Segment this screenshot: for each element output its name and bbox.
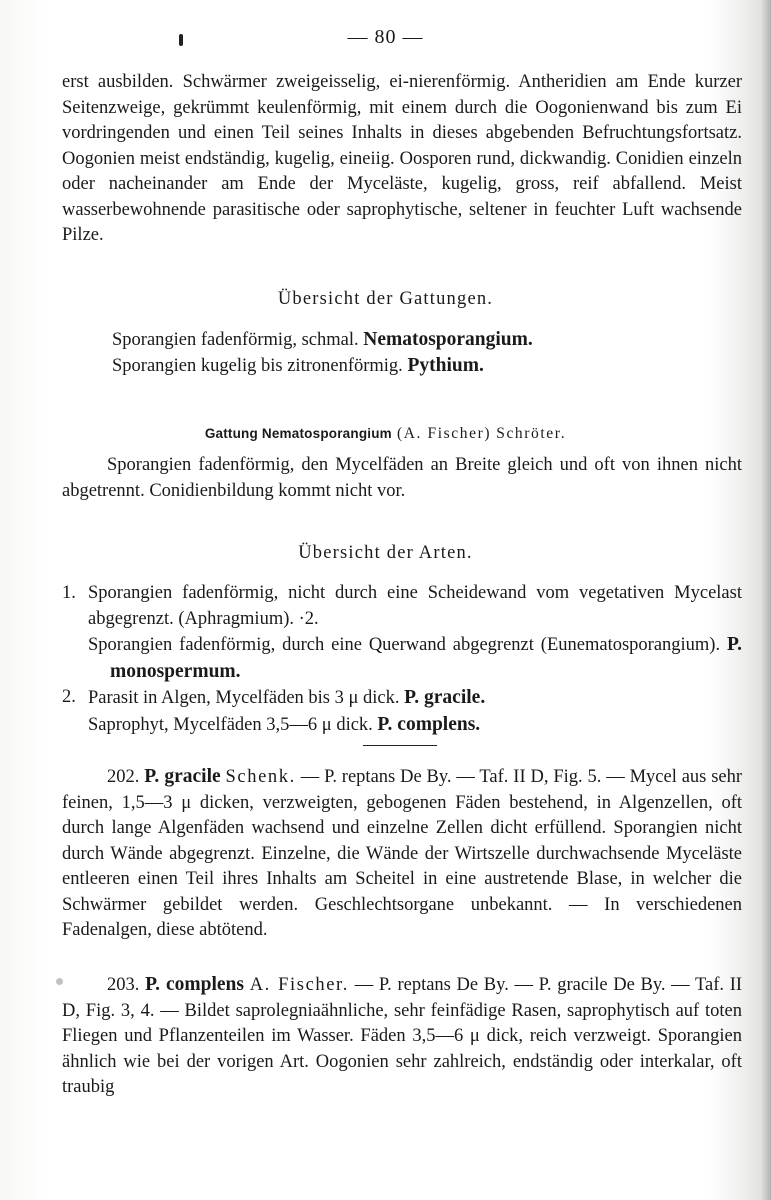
species-author: A. Fischer. — [249, 975, 350, 995]
key-lead — [62, 632, 742, 685]
key-lead-name: P. complens. — [377, 713, 481, 735]
genus-key-text: Sporangien fadenförmig, schmal. — [112, 330, 359, 350]
key-couplet — [62, 581, 742, 632]
genus-key-line — [112, 355, 484, 377]
species-key — [62, 581, 742, 738]
genus-label: Gattung Nematosporangium — [204, 426, 392, 441]
species-number: 203. — [107, 975, 140, 995]
key-lead-name: P. gracile. — [404, 687, 486, 708]
species-entry — [62, 764, 742, 944]
key-lead — [62, 712, 742, 739]
intro-paragraph: erst ausbilden. Schwärmer zweigeisselig, ei-nierenförmig. Antheridien am Ende kurzer Seitenzweige, gekrümmt keulenförmig, mit einem durch die Oogonienwand bis zum Ei vordringenden und einen Teil seines Inhalts in dieses abgebenden Befruchtungsfortsatz. Oogonien meist endständig, kugelig, eineiig. Oosporen rund, dickwandig. Conidien einzeln oder nacheinander am Ende der Myceläste, kugelig, gross, reif abfallend. Meist wasserbewohnende parasitische oder saprophytische, seltener in feuchter Luft wachsende Pilze. — [62, 72, 742, 245]
key-lead-text: Parasit in Algen, Mycelfäden bis 3 μ dick. — [88, 688, 400, 708]
genus-author: Schröter. — [496, 425, 567, 442]
key-couplet — [62, 685, 742, 712]
genus-description: Sporangien fadenförmig, den Mycelfäden an Breite gleich und oft von ihnen nicht abgetrennt. Conidienbildung kommt nicht vor. — [62, 455, 742, 501]
genus-heading — [0, 423, 771, 444]
species-description: — P. reptans De By. — P. gracile De By. — Taf. II D, Fig. 3, 4. — Bildet saprolegniaähnliche, sehr feinfädige Rasen, saprophytisch auf toten Fliegen und Pflanzenteilen im Wasser. Fäden 3,5—6 μ dick, reich verzweigt. Sporangien ähnlich wie bei der vorigen Art. Oogonien sehr zahlreich, endständig oder interkalar, oft traubig — [62, 975, 743, 1097]
key-lead-name: P. monospermum. — [110, 634, 742, 682]
key-lead-text: Sporangien fadenförmig, durch eine Querwand abgegrenzt (Eunematosporangium). — [88, 635, 721, 655]
genus-key-text: Sporangien kugelig bis zitronenförmig. — [112, 356, 403, 376]
species-name: P. complens — [145, 974, 244, 995]
species-entry — [62, 972, 742, 1101]
genera-heading: Übersicht der Gattungen. — [277, 289, 494, 309]
key-lead — [88, 685, 742, 712]
species-author: Schenk. — [225, 767, 296, 787]
couplet-number: 1. — [62, 583, 76, 603]
genus-key-line — [112, 329, 533, 351]
species-description: — P. reptans De By. — Taf. II D, Fig. 5. — Mycel aus sehr feinen, 1,5—3 μ dicken, verzweigten, gebogenen Fäden bestehend, in Algenzellen, oft durch lange Algenfäden wachsend und einzelne Zellen dicht erfüllend. Sporangien nicht durch Wände abgegrenzt. Einzelne, die Wände der Wirtszelle durchwachsende Myceläste entleeren einen Teil ihres Inhalts am Scheitel in eine austretende Blase, in welcher die Schwärmer gebildet werden. Geschlechtsorgane unbekannt. — In verschiedenen Fadenalgen, diese abtötend. — [62, 767, 743, 940]
species-heading: Übersicht der Arten. — [298, 543, 473, 563]
genus-author: (A. Fischer) — [397, 425, 492, 442]
genus-key-name: Nematosporangium. — [363, 329, 533, 350]
page-number: — 80 — — [347, 26, 424, 48]
page-edge-shadow — [761, 0, 771, 1200]
species-name: P. gracile — [144, 766, 221, 787]
species-number: 202. — [107, 767, 140, 787]
key-lead: Sporangien fadenförmig, nicht durch eine Scheidewand vom vegetativen Mycelast abgegrenzt. (Aphragmium). ·2. — [88, 583, 742, 629]
key-lead-text: Saprophyt, Mycelfäden 3,5—6 μ dick. — [88, 714, 373, 735]
couplet-number: 2. — [62, 687, 76, 707]
divider — [363, 745, 437, 746]
genus-key-name: Pythium. — [407, 355, 484, 376]
